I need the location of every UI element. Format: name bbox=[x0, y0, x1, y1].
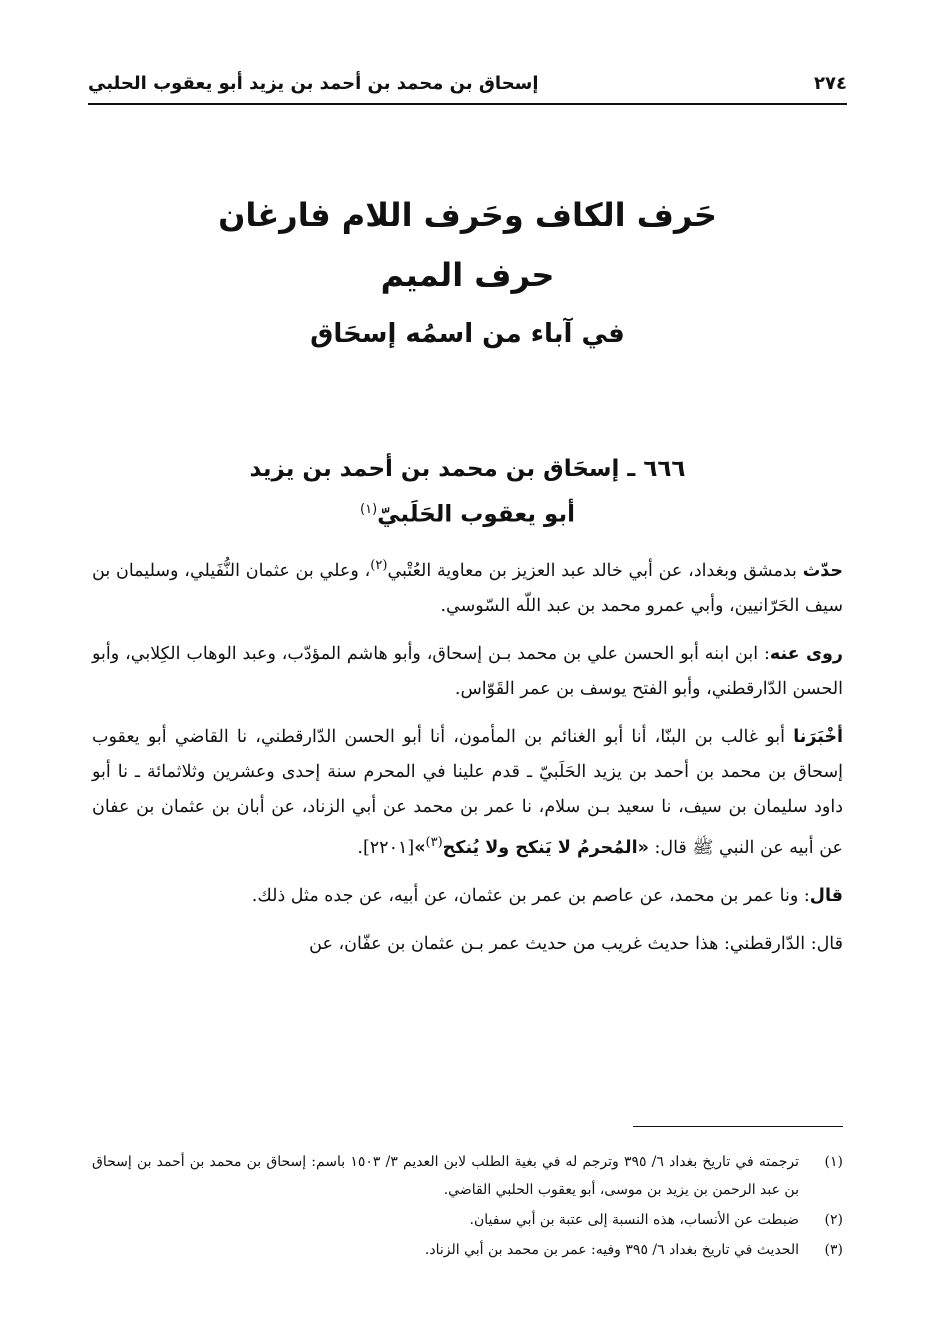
paragraph-text: : ونا عمر بن محمد، عن عاصم بن عمر بن عثمان، عن أبيه، عن جده مثل ذلك. bbox=[251, 885, 810, 906]
footnote-item bbox=[92, 1236, 843, 1264]
paragraph-akhbarana bbox=[92, 720, 843, 866]
page-number: ٢٧٤ bbox=[814, 72, 847, 94]
hadith-number: [٢٢٠١] bbox=[362, 837, 415, 858]
footnote-rule bbox=[633, 1126, 843, 1127]
paragraph-text: : ابن ابنه أبو الحسن علي بن محمد بـن إسحاق، وأبو هاشم المؤدّب، وعبد الوهاب الكِلابي، وأبو الحسن الدّارقطني، وأبو الفتح يوسف بن عمر القَوّاس. bbox=[92, 643, 843, 699]
paragraph-lead: حدّث bbox=[802, 560, 843, 581]
running-title: إسحاق بن محمد بن أحمد بن يزيد أبو يعقوب الحلبي bbox=[88, 72, 539, 94]
paragraph-rawa-anhu bbox=[92, 637, 843, 707]
paragraph-text: ، وعلي بن عثمان النُّفَيلي، وسليمان بن سيف الحَرّانيين، وأبي عمرو محمد بن عبد اللّه السّوسي. bbox=[92, 560, 843, 616]
footnote-item bbox=[92, 1206, 843, 1234]
footnote-text: ترجمته في تاريخ بغداد ٦/ ٣٩٥ وترجم له في بغية الطلب لابن العديم ٣/ ١٥٠٣ باسم: إسحاق بن محمد بن أحمد بن إسحاق بن عبد الرحمن بن يزيد بن موسى، أبو يعقوب الحلبي القاضي. bbox=[92, 1154, 799, 1198]
entry-title-line-2 bbox=[0, 490, 935, 535]
paragraph-lead: قال bbox=[809, 885, 843, 906]
footnote-item bbox=[92, 1148, 843, 1204]
footnote-text: الحديث في تاريخ بغداد ٦/ ٣٩٥ وفيه: عمر بن محمد بن أبي الزناد. bbox=[424, 1242, 799, 1258]
hadith-close: » bbox=[414, 837, 426, 858]
paragraph-text: أبو غالب بن البنّا، أنا أبو الغنائم بن المأمون، أنا أبو الحسن الدّارقطني، نا القاضي أبو يعقوب إسحاق بن محمد بن أحمد بن يزيد الحَلَبيّ ـ قدم علينا في المحرم سنة إحدى وعشرين وثلاثمائة ـ نا أبو داود سليمان بن سيف، نا سعيد بـن سلام، نا عمر بن محمد عن أبي الزناد، عن أبان بن عثمان بن عفان عن أبيه عن النبي ﷺ قال: bbox=[92, 726, 843, 858]
chapter-line-3: في آباء من اسمُه إسحَاق bbox=[310, 319, 625, 349]
footnote-ref-2: (٢) bbox=[370, 558, 388, 573]
chapter-heading bbox=[0, 185, 935, 363]
footnote-number: (١) bbox=[824, 1154, 843, 1170]
header-rule bbox=[88, 103, 847, 105]
paragraph-qala bbox=[92, 879, 843, 914]
footnote-text: ضبطت عن الأنساب، هذه النسبة إلى عتبة بن أبي سفيان. bbox=[469, 1212, 799, 1228]
paragraph-lead: أخْبَرَنا bbox=[793, 726, 843, 747]
paragraph-haddatha bbox=[92, 548, 843, 624]
entry-title bbox=[0, 448, 935, 535]
paragraph-end: . bbox=[357, 837, 363, 858]
footnote-ref-1: (١) bbox=[360, 502, 378, 517]
entry-title-line-1: ٦٦٦ ـ إسحَاق بن محمد بن أحمد بن يزيد bbox=[249, 456, 686, 482]
footnotes bbox=[92, 1148, 843, 1266]
hadith-text: «المُحرمُ لا يَنكح ولا يُنكح bbox=[442, 837, 649, 858]
footnote-ref-3: (٣) bbox=[425, 834, 443, 850]
chapter-line-1: حَرف الكاف وحَرف اللام فارغان bbox=[218, 196, 717, 234]
footnote-number: (٣) bbox=[824, 1242, 843, 1258]
chapter-line-2: حرف الميم bbox=[380, 256, 555, 294]
body-text bbox=[92, 548, 843, 975]
footnote-number: (٢) bbox=[824, 1212, 843, 1228]
paragraph-lead: روى عنه bbox=[769, 643, 843, 664]
entry-title-name: أبو يعقوب الحَلَبيّ bbox=[377, 501, 575, 528]
paragraph-daraqutni: قال: الدّارقطني: هذا حديث غريب من حديث عمر بـن عثمان بن عفّان، عن bbox=[309, 933, 843, 954]
paragraph-text: بدمشق وبغداد، عن أبي خالد عبد العزيز بن معاوية العُتْبي bbox=[387, 560, 803, 581]
running-header bbox=[88, 66, 847, 100]
